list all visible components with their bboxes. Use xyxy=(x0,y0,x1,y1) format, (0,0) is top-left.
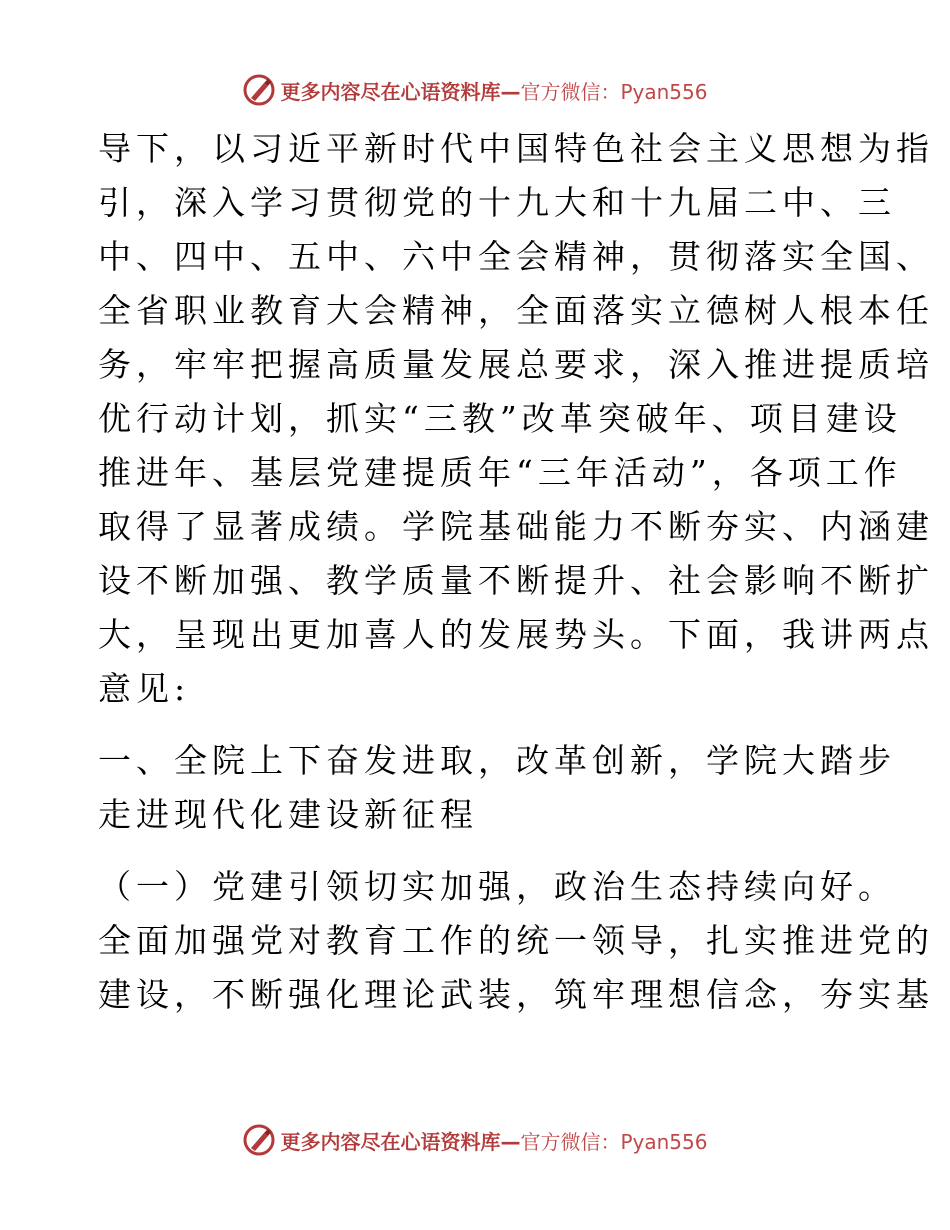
text-line: 取得了显著成绩。学院基础能力不断夯实、内涵建 xyxy=(98,507,934,546)
text-line: 大，呈现出更加喜人的发展势头。下面，我讲两点 xyxy=(98,615,934,654)
text-line: 导下，以习近平新时代中国特色社会主义思想为指 xyxy=(98,129,934,168)
pen-logo-icon xyxy=(242,1123,276,1157)
heading-line: 走进现代化建设新征程 xyxy=(98,795,478,834)
document-body xyxy=(98,122,934,1022)
text-line: （一）党建引领切实加强，政治生态持续向好。 xyxy=(98,867,896,906)
footer-watermark xyxy=(0,1120,950,1160)
header-watermark xyxy=(0,70,950,110)
text-line: 全省职业教育大会精神，全面落实立德树人根本任 xyxy=(98,291,934,330)
text-line: 设不断加强、教学质量不断提升、社会影响不断扩 xyxy=(98,561,934,600)
text-line: 中、四中、五中、六中全会精神，贯彻落实全国、 xyxy=(98,237,934,276)
text-line: 引，深入学习贯彻党的十九大和十九届二中、三 xyxy=(98,183,896,222)
paragraph-intro xyxy=(98,122,934,716)
pen-logo-icon xyxy=(242,73,276,107)
text-line: 优行动计划，抓实“三教”改革突破年、项目建设 xyxy=(98,399,902,438)
watermark-text: 更多内容尽在心语资料库—官方微信：Pyan556 xyxy=(280,1129,708,1154)
subsection-paragraph xyxy=(98,860,934,1022)
text-line: 务，牢牢把握高质量发展总要求，深入推进提质培 xyxy=(98,345,934,384)
text-line: 意见: xyxy=(98,669,191,708)
text-line: 全面加强党对教育工作的统一领导，扎实推进党的 xyxy=(98,921,934,960)
text-line: 推进年、基层党建提质年“三年活动”，各项工作 xyxy=(98,453,902,492)
heading-line: 一、全院上下奋发进取，改革创新，学院大踏步 xyxy=(98,741,896,780)
watermark-text: 更多内容尽在心语资料库—官方微信：Pyan556 xyxy=(280,79,708,104)
text-line: 建设，不断强化理论武装，筑牢理想信念，夯实基 xyxy=(98,975,934,1014)
section-heading xyxy=(98,734,896,842)
